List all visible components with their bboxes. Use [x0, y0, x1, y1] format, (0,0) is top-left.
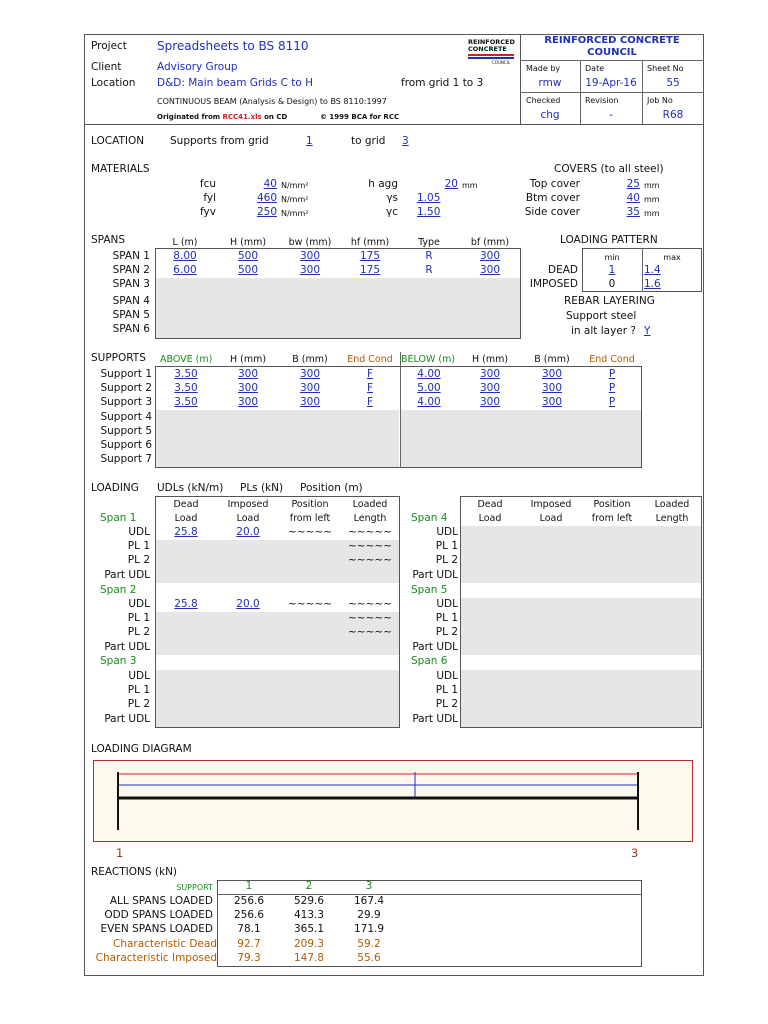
support2-above-h[interactable]: 300	[237, 382, 259, 394]
location-section-label: LOCATION	[91, 135, 145, 147]
revision-label: Revision	[585, 96, 619, 105]
span2-hf[interactable]: 175	[359, 264, 381, 276]
btm-cover-unit: mm	[644, 195, 660, 204]
above-header: ABOVE (m)	[160, 354, 213, 365]
load-row-label: PL 1	[127, 684, 150, 696]
reaction-value: 256.6	[233, 895, 265, 907]
reaction-value: 413.3	[293, 909, 325, 921]
span-col-bw: bw (mm)	[288, 237, 332, 248]
load-row-label: UDL	[436, 670, 458, 682]
span-row-label: SPAN 4	[112, 295, 150, 307]
load-row-label: Part UDL	[104, 641, 150, 653]
date-label: Date	[585, 64, 605, 73]
btm-cover-label: Btm cover	[525, 192, 580, 204]
reaction-col-3: 3	[365, 880, 373, 892]
made-by-label: Made by	[526, 64, 561, 73]
spans-empty-rows	[156, 278, 520, 338]
load-row-label: UDL	[128, 526, 150, 538]
pattern-imposed-min: 0	[608, 278, 616, 290]
span2-load-label: Span 2	[100, 584, 137, 596]
loading-pattern-title: LOADING PATTERN	[560, 234, 658, 246]
span2-type[interactable]: R	[425, 264, 433, 276]
span-col-bf: bf (mm)	[470, 237, 510, 248]
pattern-dead-max[interactable]: 1.4	[644, 264, 661, 276]
to-grid-input[interactable]: 3	[402, 135, 409, 147]
below-header: BELOW (m)	[401, 354, 456, 365]
span1-H[interactable]: 500	[237, 250, 259, 262]
support3-below-h[interactable]: 300	[479, 396, 501, 408]
fyv-unit: N/mm²	[281, 209, 309, 218]
span1-udl-position: ~~~~~	[288, 526, 332, 538]
support-row-label: Support 4	[100, 411, 152, 423]
loading-label: LOADING	[91, 482, 139, 494]
loading-diagram-title: LOADING DIAGRAM	[91, 743, 192, 755]
reactions-title: REACTIONS (kN)	[91, 866, 178, 878]
gamma-s-label: γs	[386, 192, 398, 204]
reaction-row-label: Characteristic Dead	[112, 938, 217, 950]
span2-udl-dead[interactable]: 25.8	[174, 598, 198, 610]
span1-L[interactable]: 8.00	[173, 250, 197, 262]
originated-prefix: Originated from	[157, 113, 221, 121]
reaction-value: 529.6	[293, 895, 325, 907]
reactions-support-label: SUPPORT	[176, 883, 213, 892]
length-header-l2: Length	[353, 513, 387, 524]
to-grid-label: to grid	[351, 135, 386, 147]
made-by-value[interactable]: rmw	[538, 77, 562, 89]
load-row-label: PL 2	[435, 698, 458, 710]
logo-stripe-blue	[468, 57, 514, 59]
support1-above-h[interactable]: 300	[237, 368, 259, 380]
load-row-label: Part UDL	[412, 641, 458, 653]
load-row-label: Part UDL	[104, 569, 150, 581]
top-cover-label: Top cover	[529, 178, 580, 190]
pattern-min-label: min	[604, 253, 620, 262]
top-cover-input[interactable]: 25	[626, 178, 640, 190]
span2-L[interactable]: 6.00	[173, 264, 197, 276]
gamma-s-input[interactable]: 1.05	[417, 192, 441, 204]
span-row-label: SPAN 1	[112, 250, 150, 262]
span1-load-label: Span 1	[100, 512, 137, 524]
reaction-row-label: ALL SPANS LOADED	[109, 895, 213, 907]
location-value[interactable]: D&D: Main beam Grids C to H	[157, 77, 314, 89]
span2-pl2-length: ~~~~~	[348, 626, 392, 638]
span5-load-label: Span 5	[411, 584, 448, 596]
beam-description: CONTINUOUS BEAM (Analysis & Design) to BS 8110:1997	[157, 97, 387, 106]
reaction-col-2: 2	[305, 880, 313, 892]
span3-load-label: Span 3	[100, 655, 137, 667]
span2-udl-length: ~~~~~	[348, 598, 392, 610]
position-header-l: Position	[291, 499, 329, 510]
length-header-r: Loaded	[654, 499, 690, 510]
support3-above[interactable]: 3.50	[174, 396, 198, 408]
reaction-value: 55.6	[357, 952, 381, 964]
reaction-row-label: EVEN SPANS LOADED	[100, 923, 213, 935]
reaction-col-1: 1	[245, 880, 253, 892]
supports-empty-left	[156, 410, 399, 467]
above-h-header: H (mm)	[229, 354, 267, 365]
support-row-label: Support 2	[100, 382, 152, 394]
above-end-header: End Cond	[347, 354, 393, 365]
span-col-L: L (m)	[172, 237, 198, 248]
imposed-header-r: Imposed	[530, 499, 572, 510]
checked-value[interactable]: chg	[540, 109, 560, 121]
fcu-input[interactable]: 40	[263, 178, 277, 190]
imposed-header-r2: Load	[539, 513, 563, 524]
position-label: Position (m)	[300, 482, 363, 494]
span2-udl-position: ~~~~~	[288, 598, 332, 610]
rcc-logo	[466, 38, 518, 70]
length-header-r2: Length	[655, 513, 689, 524]
support1-above-end[interactable]: F	[366, 368, 374, 380]
load-row-label: PL 2	[127, 626, 150, 638]
length-header-l: Loaded	[352, 499, 388, 510]
rebar-title: REBAR LAYERING	[564, 295, 655, 307]
span2-bw[interactable]: 300	[299, 264, 321, 276]
fyv-input[interactable]: 250	[256, 206, 277, 218]
support2-above[interactable]: 3.50	[174, 382, 198, 394]
dead-header-r: Dead	[477, 499, 503, 510]
load-row-label: PL 1	[435, 612, 458, 624]
job-label: Job No	[647, 96, 673, 105]
originated-file: RCC41.xls	[222, 113, 262, 121]
reaction-value: 171.9	[353, 923, 385, 935]
span2-bf[interactable]: 300	[479, 264, 501, 276]
loads-right-span6-grey	[461, 670, 701, 727]
udls-label: UDLs (kN/m)	[157, 482, 224, 494]
below-h-header: H (mm)	[471, 354, 509, 365]
load-row-label: UDL	[436, 526, 458, 538]
reaction-value: 167.4	[353, 895, 385, 907]
pattern-dead-label: DEAD	[548, 264, 578, 276]
gamma-c-label: γc	[386, 206, 398, 218]
support-row-label: Support 6	[100, 439, 152, 451]
support2-below[interactable]: 5.00	[417, 382, 441, 394]
reaction-value: 59.2	[357, 938, 381, 950]
dead-header-l: Dead	[173, 499, 199, 510]
pattern-imposed-max[interactable]: 1.6	[644, 278, 661, 290]
load-row-label: PL 1	[127, 540, 150, 552]
span-row-label: SPAN 5	[112, 309, 150, 321]
btm-cover-input[interactable]: 40	[626, 192, 640, 204]
header-grid-line	[520, 60, 704, 61]
reaction-value: 92.7	[237, 938, 261, 950]
support3-above-b[interactable]: 300	[299, 396, 321, 408]
reaction-value: 365.1	[293, 923, 325, 935]
rebar-value[interactable]: Y	[644, 325, 651, 337]
span-col-hf: hf (mm)	[350, 237, 390, 248]
side-cover-label: Side cover	[524, 206, 580, 218]
side-cover-unit: mm	[644, 209, 660, 218]
support1-above-b[interactable]: 300	[299, 368, 321, 380]
span-row-label: SPAN 3	[112, 278, 150, 290]
covers-title: COVERS (to all steel)	[554, 163, 664, 175]
header-grid-line	[520, 92, 704, 93]
hagg-label: h agg	[368, 178, 398, 190]
supports-from-label: Supports from grid	[170, 135, 269, 147]
loads-left-span3-grey	[156, 670, 399, 727]
support3-above-h[interactable]: 300	[237, 396, 259, 408]
diagram-frame	[94, 761, 693, 842]
pattern-imposed-label: IMPOSED	[529, 278, 578, 290]
fcu-unit: N/mm²	[281, 181, 309, 190]
reaction-value: 79.3	[237, 952, 261, 964]
support-row-label: Support 1	[100, 368, 152, 380]
span-row-label: SPAN 2	[112, 264, 150, 276]
support3-below-end[interactable]: P	[608, 396, 616, 408]
top-cover-unit: mm	[644, 181, 660, 190]
hagg-input[interactable]: 20	[444, 178, 458, 190]
load-row-label: PL 2	[127, 554, 150, 566]
span4-load-label: Span 4	[411, 512, 448, 524]
support2-below-end[interactable]: P	[608, 382, 616, 394]
header-divider	[84, 124, 704, 125]
sheet-value[interactable]: 55	[666, 77, 680, 89]
above-b-header: B (mm)	[292, 354, 328, 365]
project-label: Project	[91, 40, 127, 52]
loading-diagram	[93, 760, 693, 842]
span-col-type: Type	[418, 237, 440, 248]
loads-right-span5-grey	[461, 598, 701, 655]
reaction-row-label: ODD SPANS LOADED	[104, 909, 213, 921]
logo-stripe-red	[468, 54, 514, 56]
fcu-label: fcu	[199, 178, 216, 190]
grid-note: from grid 1 to 3	[401, 77, 484, 89]
support1-below-h[interactable]: 300	[479, 368, 501, 380]
originated-note	[157, 111, 287, 124]
load-row-label: PL 2	[435, 554, 458, 566]
logo-text-3: COUNCIL	[492, 60, 511, 65]
logo-text-2: CONCRETE	[468, 45, 507, 53]
span1-hf[interactable]: 175	[359, 250, 381, 262]
load-row-label: UDL	[128, 670, 150, 682]
span1-udl-length: ~~~~~	[348, 526, 392, 538]
imposed-header-l: Imposed	[227, 499, 269, 510]
span1-bf[interactable]: 300	[479, 250, 501, 262]
reaction-value: 256.6	[233, 909, 265, 921]
span1-type[interactable]: R	[425, 250, 433, 262]
dead-header-l2: Load	[174, 513, 198, 524]
spans-label: SPANS	[91, 234, 126, 246]
sheet-label: Sheet No	[647, 64, 684, 73]
load-row-label: Part UDL	[412, 713, 458, 725]
load-row-label: UDL	[436, 598, 458, 610]
gamma-c-input[interactable]: 1.50	[417, 206, 441, 218]
support1-below[interactable]: 4.00	[417, 368, 441, 380]
support-row-label: Support 7	[100, 453, 152, 465]
load-row-label: PL 2	[127, 698, 150, 710]
date-value[interactable]: 19-Apr-16	[585, 77, 637, 89]
span2-pl1-length: ~~~~~	[348, 612, 392, 624]
position-header-r2: from left	[591, 513, 633, 524]
pattern-dead-min[interactable]: 1	[608, 264, 616, 276]
imposed-header-l2: Load	[236, 513, 260, 524]
loads-right-span4-grey	[461, 526, 701, 583]
support2-above-b[interactable]: 300	[299, 382, 321, 394]
support3-above-end[interactable]: F	[366, 396, 374, 408]
supports-label: SUPPORTS	[91, 352, 146, 364]
supports-empty-right	[401, 410, 641, 467]
support3-below[interactable]: 4.00	[417, 396, 441, 408]
originated-suffix: on CD	[264, 113, 288, 121]
below-end-header: End Cond	[589, 354, 635, 365]
materials-label: MATERIALS	[91, 163, 150, 175]
position-header-r: Position	[593, 499, 631, 510]
support1-below-end[interactable]: P	[608, 368, 616, 380]
diagram-left-grid: 1	[116, 846, 124, 860]
load-row-label: UDL	[128, 598, 150, 610]
project-value[interactable]: Spreadsheets to BS 8110	[157, 39, 309, 53]
span1-pl2-length: ~~~~~	[348, 554, 392, 566]
diagram-right-grid: 3	[631, 846, 639, 860]
span6-load-label: Span 6	[411, 655, 448, 667]
span2-H[interactable]: 500	[237, 264, 259, 276]
copyright: © 1999 BCA for RCC	[320, 113, 400, 121]
dead-header-r2: Load	[478, 513, 502, 524]
support1-above[interactable]: 3.50	[174, 368, 198, 380]
span-row-label: SPAN 6	[112, 323, 150, 335]
rebar-line2: in alt layer ?	[571, 325, 636, 337]
logo-text-1: REINFORCED	[468, 38, 515, 46]
load-row-label: Part UDL	[412, 569, 458, 581]
below-b-header: B (mm)	[534, 354, 570, 365]
fyl-label: fyl	[203, 192, 216, 204]
pls-label: PLs (kN)	[240, 482, 284, 494]
load-row-label: Part UDL	[104, 713, 150, 725]
reaction-value: 209.3	[293, 938, 325, 950]
span-col-H: H (mm)	[229, 237, 267, 248]
span1-bw[interactable]: 300	[299, 250, 321, 262]
position-header-l2: from left	[289, 513, 331, 524]
reaction-row-label: Characteristic Imposed	[95, 952, 217, 964]
support2-above-end[interactable]: F	[366, 382, 374, 394]
from-grid-input[interactable]: 1	[306, 135, 313, 147]
side-cover-input[interactable]: 35	[626, 206, 640, 218]
pattern-max-label: max	[663, 253, 681, 262]
reaction-value: 78.1	[237, 923, 261, 935]
load-row-label: PL 1	[127, 612, 150, 624]
location-label: Location	[91, 77, 136, 89]
fyv-label: fyv	[200, 206, 216, 218]
span1-udl-dead[interactable]: 25.8	[174, 526, 198, 538]
fyl-input[interactable]: 460	[256, 192, 277, 204]
support3-below-b[interactable]: 300	[541, 396, 563, 408]
span1-pl1-length: ~~~~~	[348, 540, 392, 552]
support2-below-b[interactable]: 300	[541, 382, 563, 394]
load-row-label: PL 1	[435, 540, 458, 552]
checked-label: Checked	[526, 96, 561, 105]
council-title: REINFORCED CONCRETE COUNCIL	[544, 35, 680, 58]
reaction-value: 29.9	[357, 909, 381, 921]
span2-udl-imposed[interactable]: 20.0	[236, 598, 260, 610]
revision-value[interactable]: -	[609, 109, 613, 121]
span1-udl-imposed[interactable]: 20.0	[236, 526, 260, 538]
fyl-unit: N/mm²	[281, 195, 309, 204]
client-value[interactable]: Advisory Group	[157, 61, 238, 73]
support-row-label: Support 5	[100, 425, 152, 437]
load-row-label: PL 2	[435, 626, 458, 638]
rebar-line1: Support steel	[566, 310, 637, 322]
hagg-unit: mm	[462, 181, 478, 190]
client-label: Client	[91, 61, 122, 73]
support1-below-b[interactable]: 300	[541, 368, 563, 380]
support-row-label: Support 3	[100, 396, 152, 408]
reaction-value: 147.8	[293, 952, 325, 964]
load-row-label: PL 1	[435, 684, 458, 696]
job-value[interactable]: R68	[662, 109, 684, 121]
support2-below-h[interactable]: 300	[479, 382, 501, 394]
